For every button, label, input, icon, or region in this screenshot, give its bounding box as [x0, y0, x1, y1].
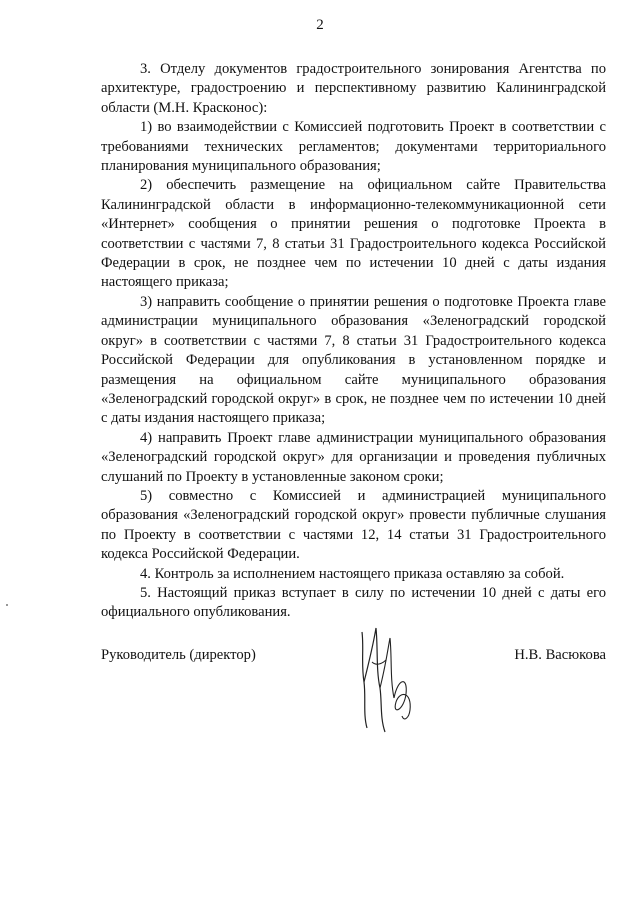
signatory-name: Н.В. Васюкова — [514, 647, 606, 663]
paragraph-item-3: 3. Отделу документов градостроительного зонирования Агентства по архитектуре, градостроению и перспективному развитию Калининградской области (М.Н. Красконос): — [101, 61, 606, 116]
handwritten-signature — [352, 618, 422, 736]
signatory-role: Руководитель (директор) — [101, 647, 256, 663]
subparagraph-1: 1) во взаимодействии с Комиссией подготовить Проект в соответствии с требованиями технических регламентов; документами территориального планирования муниципального образования; — [101, 119, 606, 175]
subparagraph-3: 3) направить сообщение о принятии решения о подготовке Проекта главе администрации муниципального образования «Зеленоградский городской округ» в соответствии с частями 7, 8 статьи 31 Градостроительного кодекса Российской Федерации для опубликования в установленном порядке и размещения на официальном сайте муниципального образования «Зеленоградский городской округ» в срок, не позднее чем по истечении 10 дней с даты издания настоящего приказа; — [101, 293, 606, 427]
order-body — [101, 60, 606, 623]
subparagraph-2: 2) обеспечить размещение на официальном сайте Правительства Калининградской области в информационно-телекоммуникационной сети «Интернет» сообщения о принятии решения о подготовке Проекта в соответствии с частями 7, 8 статьи 31 Градостроительного кодекса Российской Федерации в срок, не позднее чем по истечении 10 дней с даты издания настоящего приказа; — [101, 177, 606, 291]
paragraph-item-4: 4. Контроль за исполнением настоящего приказа оставляю за собой. — [140, 565, 565, 582]
page-number: 2 — [316, 17, 324, 33]
subparagraph-4: 4) направить Проект главе администрации муниципального образования «Зеленоградский городской округ» для организации и проведения публичных слушаний по Проекту в установленные законом сроки; — [101, 429, 606, 485]
paragraph-item-5: 5. Настоящий приказ вступает в силу по истечении 10 дней с даты его официального опубликования. — [101, 584, 606, 621]
subparagraph-5: 5) совместно с Комиссией и администрацией муниципального образования «Зеленоградский городской округ» провести публичные слушания по Проекту в соответствии с частями 12, 14 статьи 31 Градостроительного кодекса Российской Федерации. — [101, 487, 606, 563]
scan-speck — [6, 604, 8, 606]
